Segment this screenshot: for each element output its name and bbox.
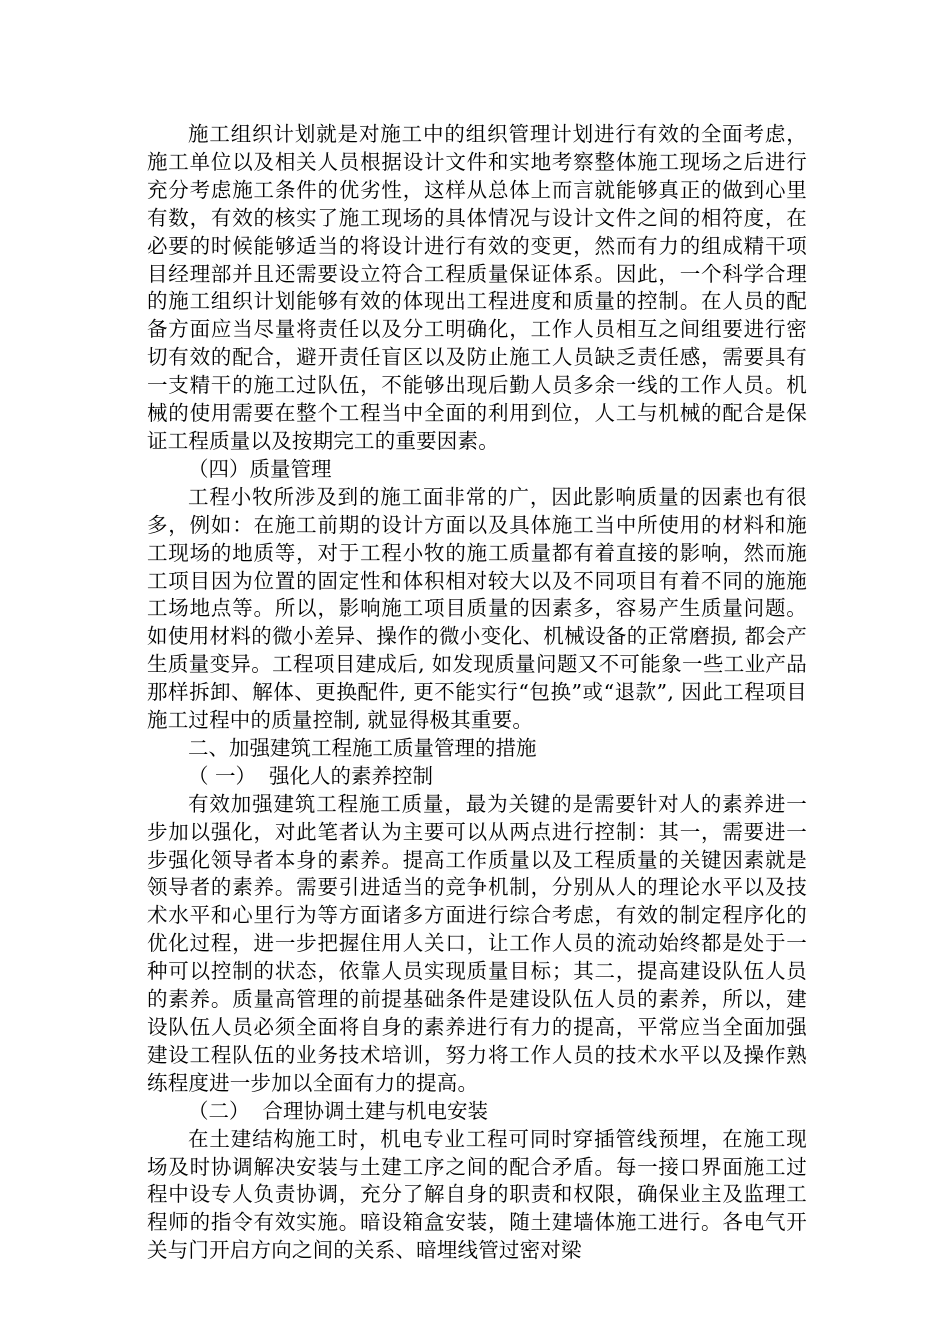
heading-personnel-control: （ 一） 强化人的素养控制 <box>188 763 434 788</box>
paragraph-personnel-quality: 有效加强建筑工程施工质量，最为关键的是需要针对人的素养进一步加以强化，对此笔者认为主要可以从两点进行控制：其一，需要进一步强化领导者本身的素养。提高工作质量以及工程质量的关键因素就是领导者的素养。需要引进适当的竞争机制，分别从人的理论水平以及技术水平和心里行为等方面诸多方面进行综合考虑，有效的制定程序化的优化过程，进一步把握住用人关口，让工作人员的流动始终都是处于一种可以控制的状态，依靠人员实现质量目标；其二，提高建设队伍人员的素养。质量高管理的前提基础条件是建设队伍人员的素养，所以，建设队伍人员必须全面将自身的素养进行有力的提高，平常应当全面加强建设工程队伍的业务技术培训，努力将工作人员的技术水平以及操作熟练程度进一步加以全面有力的提高。 <box>147 791 807 1095</box>
paragraph-quality-factors: 工程小牧所涉及到的施工面非常的广，因此影响质量的因素也有很多，例如：在施工前期的设计方面以及具体施工当中所使用的材料和施工现场的地质等，对于工程小牧的施工质量都有着直接的影响，然而施工项目因为位置的固定性和体积相对较大以及不同项目有着不同的施施工场地点等。所以，影响施工项目质量的因素多，容易产生质量问题。如使用材料的微小差异、操作的微小变化、机械设备的正常磨损, 都会产生质量变异。工程项目建成后, 如发现质量问题又不可能象一些工业产品那样拆卸、解体、更换配件, 更不能实行“包换”或“退款”, 因此工程项目施工过程中的质量控制, 就显得极其重要。 <box>147 484 807 733</box>
heading-civil-electrical: （二） 合理协调土建与机电安装 <box>188 1098 489 1123</box>
heading-section-two: 二、加强建筑工程施工质量管理的措施 <box>188 735 537 760</box>
heading-quality-management: （四）质量管理 <box>188 456 332 481</box>
paragraph-construction-plan: 施工组织计划就是对施工中的组织管理计划进行有效的全面考虑，施工单位以及相关人员根据设计文件和实地考察整体施工现场之后进行充分考虑施工条件的优劣性，这样从总体上而言就能够真正的做到心里有数，有效的核实了施工现场的具体情况与设计文件之间的相符度，在必要的时候能够适当的将设计进行有效的变更，然而有力的组成精干项目经理部并且还需要设立符合工程质量保证体系。因此，一个科学合理的施工组织计划能够有效的体现出工程进度和质量的控制。在人员的配备方面应当尽量将责任以及分工明确化，工作人员相互之间组要进行密切有效的配合，避开责任盲区以及防止施工人员缺乏责任感，需要具有一支精干的施工过队伍，不能够出现后勤人员多余一线的工作人员。机械的使用需要在整个工程当中全面的利用到位，人工与机械的配合是保证工程质量以及按期完工的重要因素。 <box>147 122 807 453</box>
paragraph-civil-electrical: 在土建结构施工时，机电专业工程可同时穿插管线预埋，在施工现场及时协调解决安装与土建工序之间的配合矛盾。每一接口界面施工过程中设专人负责协调，充分了解自身的职责和权限，确保业主及监理工程师的指令有效实施。暗设箱盒安装，随土建墙体施工进行。各电气开关与门开启方向之间的关系、暗埋线管过密对梁 <box>147 1126 807 1263</box>
document-page <box>147 121 807 1265</box>
